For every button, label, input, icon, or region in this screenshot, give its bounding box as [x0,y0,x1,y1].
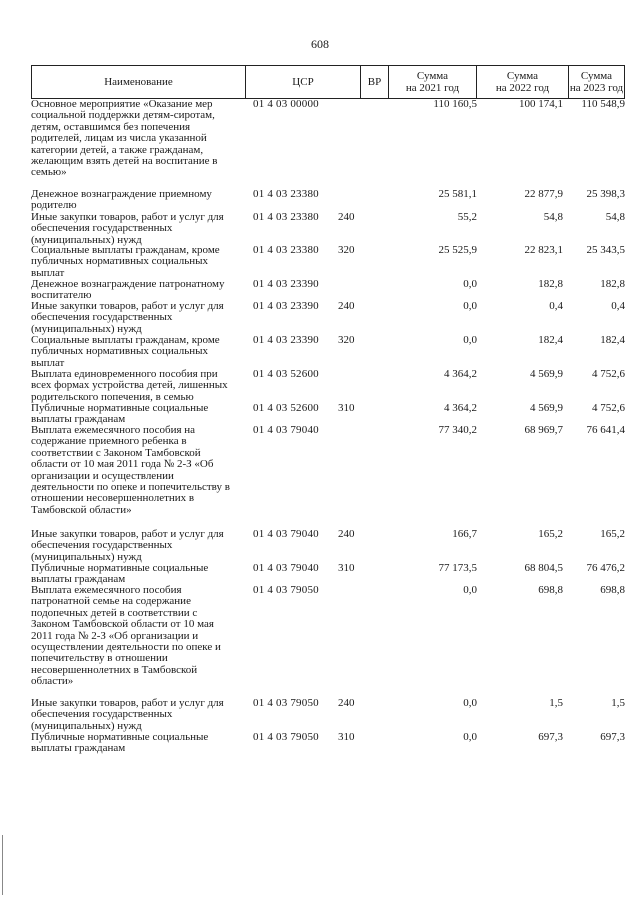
table-row [31,212,625,245]
table-row [31,279,625,301]
row-2023: 4 752,6 [592,368,625,380]
table-body [31,99,625,754]
row-2022: 4 569,9 [530,402,563,414]
row-vr: 310 [338,402,355,414]
row-2022: 182,4 [538,334,563,346]
table-row [31,301,625,335]
table-header [31,65,625,99]
row-2022: 68 969,7 [524,424,563,436]
table-row [31,369,625,403]
table-row [31,732,625,754]
row-2023: 54,8 [605,211,625,223]
row-2021: 25 581,1 [438,188,477,200]
row-2023: 697,3 [600,731,625,743]
row-2021: 4 364,2 [444,402,477,414]
row-2023: 182,8 [600,278,625,290]
row-2022: 1,5 [549,697,563,709]
row-csr: 01 4 03 52600 [253,402,319,414]
row-2023: 25 343,5 [586,244,625,256]
row-csr: 01 4 03 23390 [253,300,319,312]
row-name: Выплата единовременного пособия при всех формах устройства детей, лишенных родительского попечения, в семью [31,368,228,403]
row-2022: 698,8 [538,584,563,596]
row-2021: 0,0 [463,278,477,290]
row-2023: 76 641,4 [586,424,625,436]
row-2023: 76 476,2 [586,562,625,574]
row-vr: 310 [338,562,355,574]
row-2022: 0,4 [549,300,563,312]
row-csr: 01 4 03 79040 [253,424,319,436]
row-2021: 77 340,2 [438,424,477,436]
row-2021: 0,0 [463,584,477,596]
row-2021: 77 173,5 [438,562,477,574]
row-2023: 25 398,3 [586,188,625,200]
row-name: Иные закупки товаров, работ и услуг для обеспечения государственных (муниципальных) нужд [31,211,224,246]
table-row [31,189,625,212]
header-vr: ВР [360,66,388,98]
row-2022: 22 877,9 [524,188,563,200]
row-2022: 100 174,1 [519,98,563,110]
row-2022: 182,8 [538,278,563,290]
table-row [31,563,625,585]
row-2023: 182,4 [600,334,625,346]
row-vr: 240 [338,300,355,312]
row-csr: 01 4 03 23390 [253,278,319,290]
row-csr: 01 4 03 23380 [253,244,319,256]
row-vr: 320 [338,244,355,256]
table-row [31,245,625,279]
table-row [31,698,625,732]
row-2021: 55,2 [457,211,477,223]
row-csr: 01 4 03 79040 [253,562,319,574]
table-row [31,99,625,189]
row-csr: 01 4 03 79050 [253,697,319,709]
row-vr: 310 [338,731,355,743]
row-name: Денежное вознаграждение патронатному воспитателю [31,278,225,302]
header-2022: Сумма на 2022 год [476,66,568,98]
row-name: Публичные нормативные социальные выплаты гражданам [31,402,209,426]
row-2023: 110 548,9 [581,98,625,110]
page-number: 608 [311,37,329,51]
row-2021: 0,0 [463,334,477,346]
header-2023: Сумма на 2023 год [568,66,624,98]
row-name: Социальные выплаты гражданам, кроме публичных нормативных социальных выплат [31,334,220,369]
header-2021: Сумма на 2021 год [388,66,476,98]
row-name: Иные закупки товаров, работ и услуг для обеспечения государственных (муниципальных) нужд [31,528,224,563]
row-2021: 110 160,5 [433,98,477,110]
header-csr: ЦСР [245,66,360,98]
row-2023: 698,8 [600,584,625,596]
row-2023: 165,2 [600,528,625,540]
row-csr: 01 4 03 79050 [253,731,319,743]
row-vr: 240 [338,528,355,540]
row-2022: 4 569,9 [530,368,563,380]
row-name: Основное мероприятие «Оказание мер социальной поддержки детям-сиротам, детям, оставшимся без попечения родителей, лицам из числа указанной категории детей, а также гражданам, желающим взять детей на воспитание в семью» [31,98,218,179]
row-name: Публичные нормативные социальные выплаты гражданам [31,562,209,586]
row-vr: 240 [338,211,355,223]
table-row [31,529,625,563]
row-csr: 01 4 03 79050 [253,584,319,596]
table-row [31,335,625,369]
row-csr: 01 4 03 23380 [253,188,319,200]
row-2021: 0,0 [463,300,477,312]
row-2021: 166,7 [452,528,477,540]
table-row [31,425,625,529]
row-2022: 68 804,5 [524,562,563,574]
table-row [31,585,625,698]
row-name: Социальные выплаты гражданам, кроме публичных нормативных социальных выплат [31,244,220,279]
row-name: Иные закупки товаров, работ и услуг для обеспечения государственных (муниципальных) нужд [31,300,224,335]
row-2021: 0,0 [463,697,477,709]
row-2021: 25 525,9 [438,244,477,256]
row-csr: 01 4 03 23390 [253,334,319,346]
row-name: Денежное вознаграждение приемному родителю [31,188,212,212]
table-row [31,403,625,425]
row-csr: 01 4 03 79040 [253,528,319,540]
row-2022: 165,2 [538,528,563,540]
header-name: Наименование [104,76,173,88]
margin-mark [2,835,3,895]
row-name: Иные закупки товаров, работ и услуг для обеспечения государственных (муниципальных) нужд [31,697,224,732]
row-name: Публичные нормативные социальные выплаты гражданам [31,731,209,755]
row-csr: 01 4 03 23380 [253,211,319,223]
budget-table [31,65,625,754]
row-name: Выплата ежемесячного пособия патронатной семье на содержание подопечных детей в соответствии с Законом Тамбовской области от 10 мая 2011 года № 2-З «Об организации и осуществлении деятельности по опеке и попечительству в отношении несовершеннолетних в Тамбовской области» [31,584,221,688]
row-2021: 4 364,2 [444,368,477,380]
row-name: Выплата ежемесячного пособия на содержание приемного ребенка в соответствии с Законом Тамбовской области от 10 мая 2011 года № 2-З «Об организации и осуществлении деятельности по опеке и попечительству в отношении несовершеннолетних в Тамбовской области» [31,424,230,516]
row-vr: 240 [338,697,355,709]
row-2023: 0,4 [611,300,625,312]
row-2023: 1,5 [611,697,625,709]
row-2023: 4 752,6 [592,402,625,414]
row-2022: 22 823,1 [524,244,563,256]
row-2022: 697,3 [538,731,563,743]
row-csr: 01 4 03 00000 [253,98,319,110]
row-vr: 320 [338,334,355,346]
row-csr: 01 4 03 52600 [253,368,319,380]
row-2021: 0,0 [463,731,477,743]
row-2022: 54,8 [543,211,563,223]
